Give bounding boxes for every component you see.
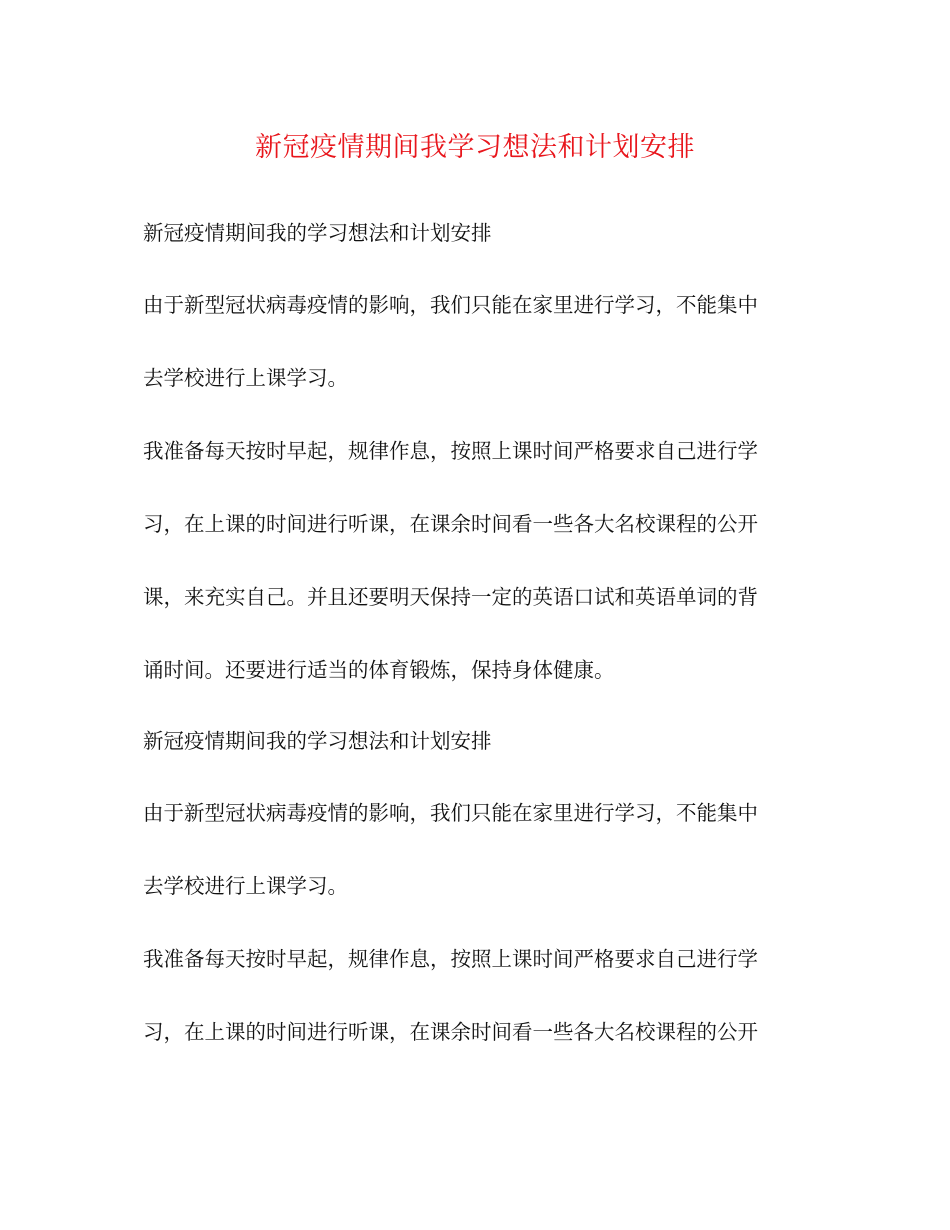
text-line: 课，来充实自己。并且还要明天保持一定的英语口试和英语单词的背: [143, 585, 758, 609]
text-line: 新冠疫情期间我的学习想法和计划安排: [143, 221, 492, 245]
text-line: 诵时间。还要进行适当的体育锻炼，保持身体健康。: [143, 658, 615, 682]
text-line: 去学校进行上课学习。: [143, 366, 348, 390]
text-line: 我准备每天按时早起，规律作息，按照上课时间严格要求自己进行学: [143, 439, 758, 463]
text-line: 去学校进行上课学习。: [143, 874, 348, 898]
text-line: 习，在上课的时间进行听课，在课余时间看一些各大名校课程的公开: [143, 1020, 758, 1044]
text-line: 由于新型冠状病毒疫情的影响，我们只能在家里进行学习，不能集中: [143, 293, 758, 317]
text-line: 我准备每天按时早起，规律作息，按照上课时间严格要求自己进行学: [143, 947, 758, 971]
text-line: 新冠疫情期间我的学习想法和计划安排: [143, 729, 492, 753]
text-line: 由于新型冠状病毒疫情的影响，我们只能在家里进行学习，不能集中: [143, 801, 758, 825]
document-title: 新冠疫情期间我学习想法和计划安排: [255, 132, 695, 163]
text-line: 习，在上课的时间进行听课，在课余时间看一些各大名校课程的公开: [143, 512, 758, 536]
